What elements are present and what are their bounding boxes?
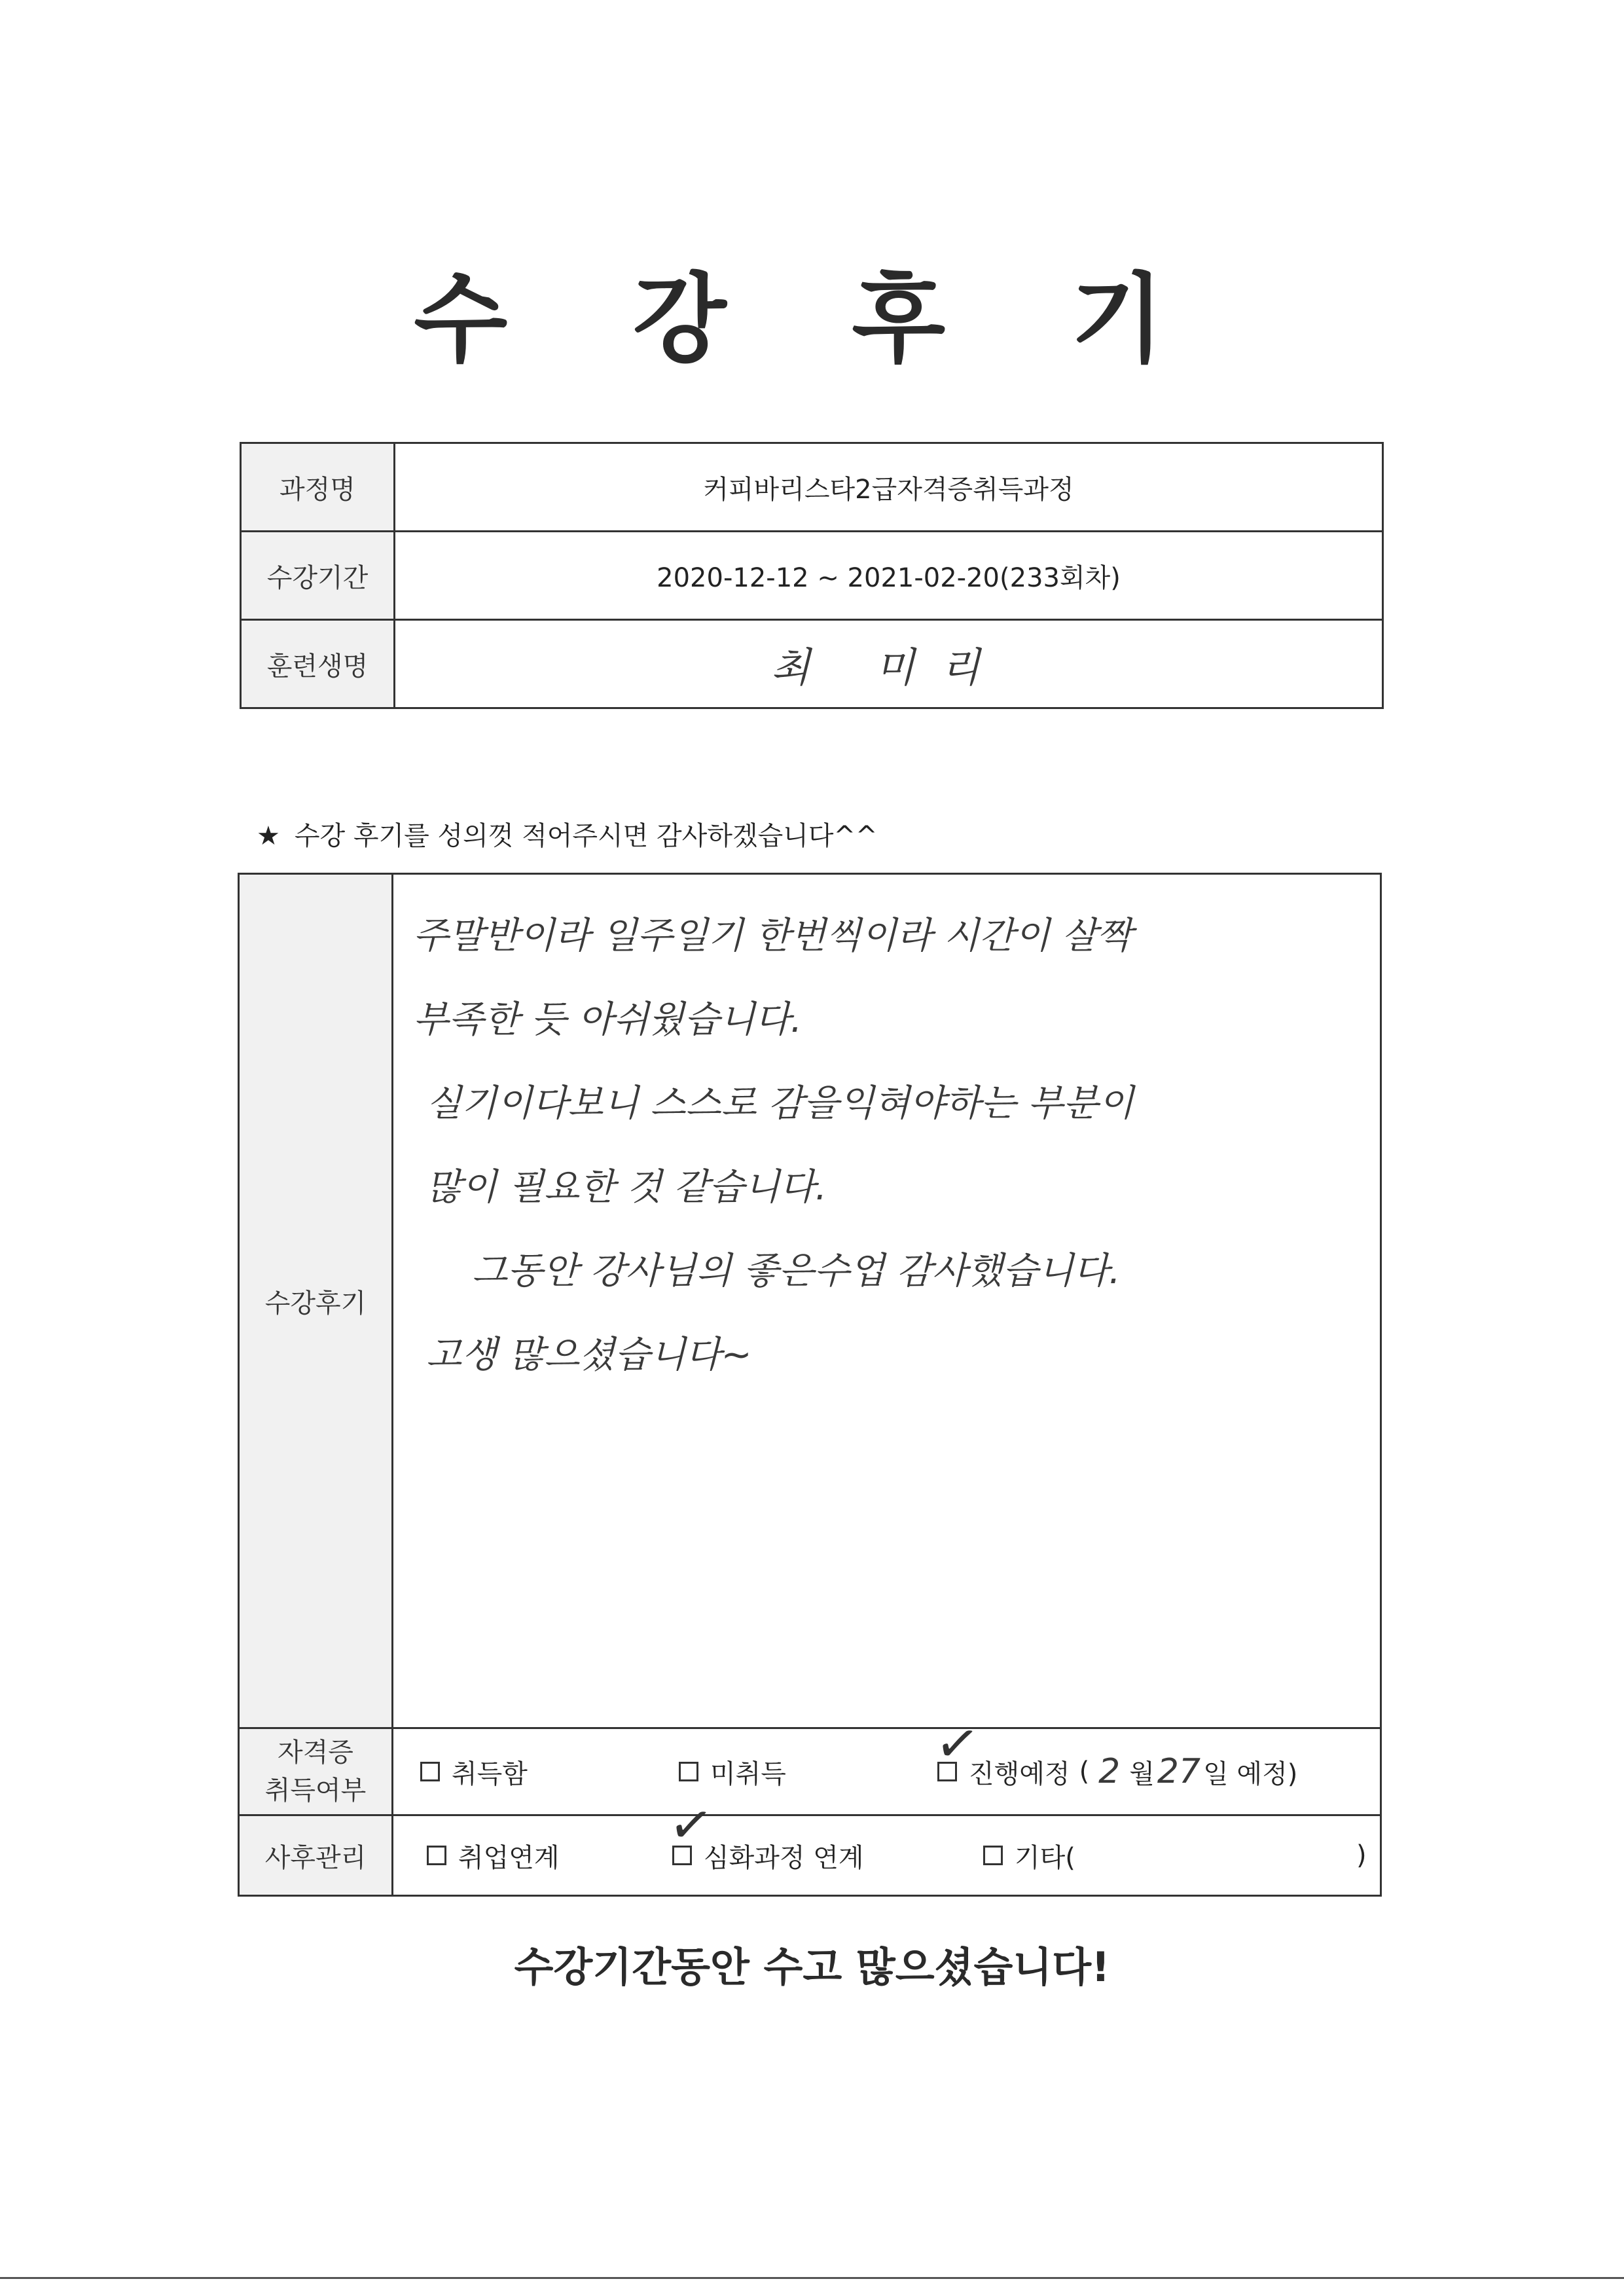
- plan-open-paren: (: [1079, 1757, 1090, 1787]
- certificate-label: [239, 1728, 393, 1815]
- review-label: 수강후기: [239, 874, 393, 1728]
- checkbox-other[interactable]: [983, 1846, 1003, 1865]
- star-icon: ★: [257, 821, 280, 851]
- plan-day-word: 일 예정): [1203, 1758, 1298, 1789]
- period-value: 2020-12-12 ~ 2021-02-20(233회차): [395, 532, 1383, 620]
- option-other[interactable]: [983, 1837, 1356, 1874]
- period-row: [241, 532, 1383, 620]
- review-body: [393, 874, 1381, 1728]
- option-acquired-label: 취득함: [452, 1758, 528, 1789]
- check-mark-icon: ✓: [931, 1710, 984, 1777]
- option-advanced-course-label: 심화과정 연계: [704, 1842, 864, 1873]
- review-line: 많이 필요한 것 같습니다.: [426, 1166, 827, 1209]
- option-job-link[interactable]: [427, 1837, 672, 1874]
- trainee-label: 훈련생명: [241, 620, 395, 708]
- course-value: 커피바리스타2급자격증취득과정: [395, 443, 1383, 532]
- page-title: 수 강 후 기: [414, 263, 1210, 376]
- period-label: 수강기간: [241, 532, 395, 620]
- followup-row: [239, 1815, 1381, 1896]
- certificate-options: [393, 1710, 1381, 1815]
- option-in-progress[interactable]: [931, 1710, 1298, 1791]
- checkbox-not-acquired[interactable]: [679, 1762, 698, 1781]
- option-not-acquired-label: 미취득: [710, 1758, 786, 1789]
- trainee-row: [241, 620, 1383, 708]
- option-acquired[interactable]: [420, 1753, 679, 1791]
- option-not-acquired[interactable]: [679, 1753, 937, 1791]
- option-job-link-label: 취업연계: [458, 1842, 560, 1873]
- certificate-row: [239, 1728, 1381, 1815]
- followup-label: 사후관리: [239, 1815, 393, 1896]
- review-row: [239, 874, 1381, 1728]
- checkbox-acquired[interactable]: [420, 1762, 440, 1781]
- course-row: [241, 443, 1383, 532]
- review-line: 실기이다보니 스스로 감을익혀야하는 부분이: [426, 1082, 1134, 1125]
- review-table: [238, 873, 1382, 1897]
- checkbox-job-link[interactable]: [427, 1846, 446, 1865]
- option-other-close-paren: ): [1356, 1840, 1367, 1870]
- closing-message: 수강기간동안 수고 많으셨습니다!: [514, 1943, 1110, 1991]
- checkbox-in-progress[interactable]: [931, 1710, 984, 1781]
- certificate-label-line2: 취득여부: [264, 1776, 367, 1806]
- check-mark-icon: ✓: [664, 1791, 717, 1859]
- course-info-table: [240, 442, 1384, 709]
- plan-day-handwritten: 27: [1157, 1752, 1201, 1791]
- option-advanced-course[interactable]: [664, 1791, 983, 1874]
- followup-options: [393, 1791, 1381, 1896]
- instruction-note: [257, 815, 878, 852]
- option-in-progress-label: 진행예정: [969, 1758, 1070, 1789]
- checkbox-advanced-course[interactable]: [664, 1791, 717, 1865]
- review-line: 고생 많으셨습니다~: [426, 1334, 752, 1376]
- instruction-text: 수강 후기를 성의껏 적어주시면 감사하겠습니다^^: [294, 821, 878, 851]
- course-label: 과정명: [241, 443, 395, 532]
- certificate-label-line1: 자격증: [278, 1738, 353, 1768]
- trainee-name-handwritten: 최 미리: [395, 620, 1383, 708]
- review-line: 그동안 강사님의 좋은수업 감사했습니다.: [472, 1250, 1121, 1292]
- bottom-divider: [0, 2277, 1624, 2279]
- plan-month-handwritten: 2: [1098, 1752, 1121, 1791]
- review-line: 주말반이라 일주일기 한번씩이라 시간이 살짝: [413, 915, 1133, 957]
- plan-month-word: 월: [1129, 1758, 1155, 1789]
- review-line: 부족한 듯 아쉬웠습니다.: [413, 998, 803, 1041]
- option-other-label: 기타(: [1015, 1842, 1075, 1873]
